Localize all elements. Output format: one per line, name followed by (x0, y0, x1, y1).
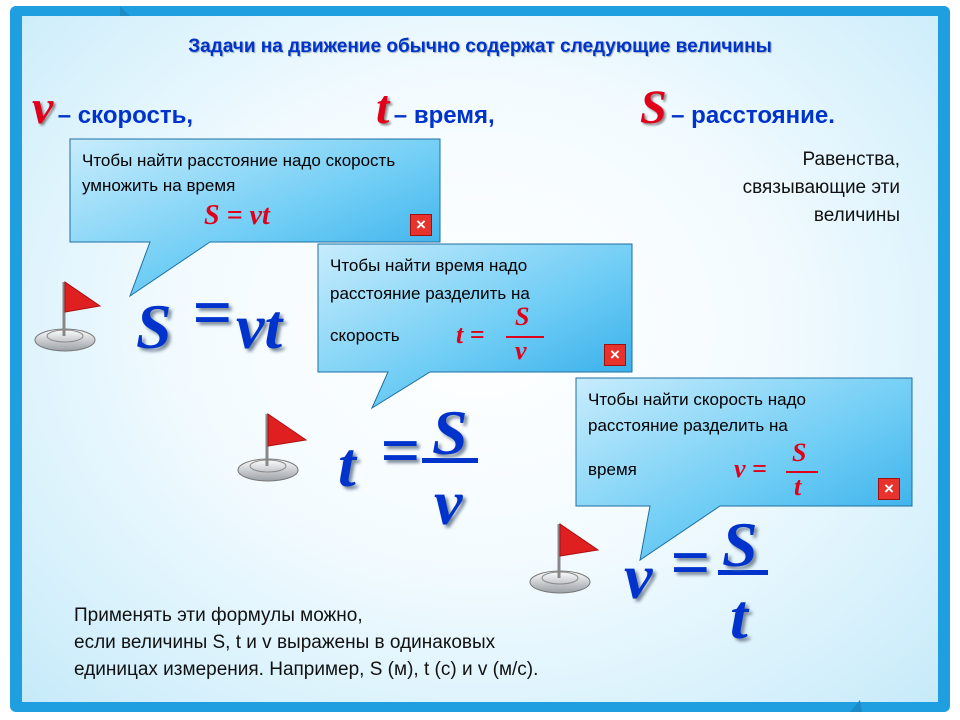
formula-3-left: v (624, 541, 653, 612)
variable-speed (32, 80, 193, 135)
relations-description: Равенства, связывающие эти величины (742, 149, 900, 226)
formula-3-numerator: S (722, 509, 758, 580)
flag-icon (530, 524, 598, 593)
formula-2-numerator: S (432, 397, 468, 468)
formula-1-left: S (136, 291, 172, 362)
variable-symbol: S (640, 81, 667, 134)
formula-2-equals: = (380, 413, 420, 490)
close-icon[interactable]: × (604, 344, 626, 366)
variable-symbol: t (376, 81, 390, 134)
callout-3-formula-left: v = (734, 454, 767, 483)
callout-2-formula-numerator: S (515, 302, 530, 331)
flag-icon (238, 414, 306, 481)
callout-2-line2: расстояние разделить на (330, 284, 530, 303)
variable-definition: – скорость, (57, 102, 194, 129)
callout-1-text: Чтобы найти расстояние надо скорость умножить на время (82, 151, 396, 195)
formula-3-equals: = (670, 525, 710, 602)
close-icon[interactable]: × (410, 214, 432, 236)
formula-2-left: t (338, 429, 356, 500)
close-icon[interactable]: × (878, 478, 900, 500)
callout-1-formula: S = vt (204, 200, 270, 231)
usage-note (74, 602, 774, 683)
fraction-bar (786, 471, 818, 473)
variable-time (376, 80, 495, 135)
callout-2-formula-denominator: v (515, 336, 527, 365)
flag-icon (35, 282, 100, 351)
usage-note-line: единицах измерения. Например, S (м), t (с) и v (м/с). (74, 659, 539, 680)
callout-3-formula-denominator: t (794, 472, 802, 501)
callout-3-line3: время (588, 460, 637, 479)
variable-definition: – расстояние. (671, 102, 835, 129)
formula-1-equals: = (192, 275, 232, 352)
usage-note-line: если величины S, t и v выражены в одинаковых (74, 632, 496, 653)
callout-3-line2: расстояние разделить на (588, 416, 788, 435)
callout-2-line1: Чтобы найти время надо (330, 256, 528, 275)
callout-2-line3: скорость (330, 326, 400, 345)
formula-3-denominator: t (730, 581, 748, 652)
formula-2-denominator: v (434, 467, 463, 538)
variable-symbol: v (32, 81, 54, 134)
variable-distance (640, 80, 835, 135)
variable-definition: – время, (393, 102, 495, 129)
callout-2-formula-left: t = (456, 320, 485, 349)
callout-3-formula-numerator: S (792, 438, 807, 467)
page-title: Задачи на движение обычно содержат следующие величины (188, 36, 772, 57)
usage-note-line: Применять эти формулы можно, (74, 605, 363, 626)
formula-1-right: vt (236, 291, 283, 362)
callout-3-line1: Чтобы найти скорость надо (588, 390, 806, 409)
